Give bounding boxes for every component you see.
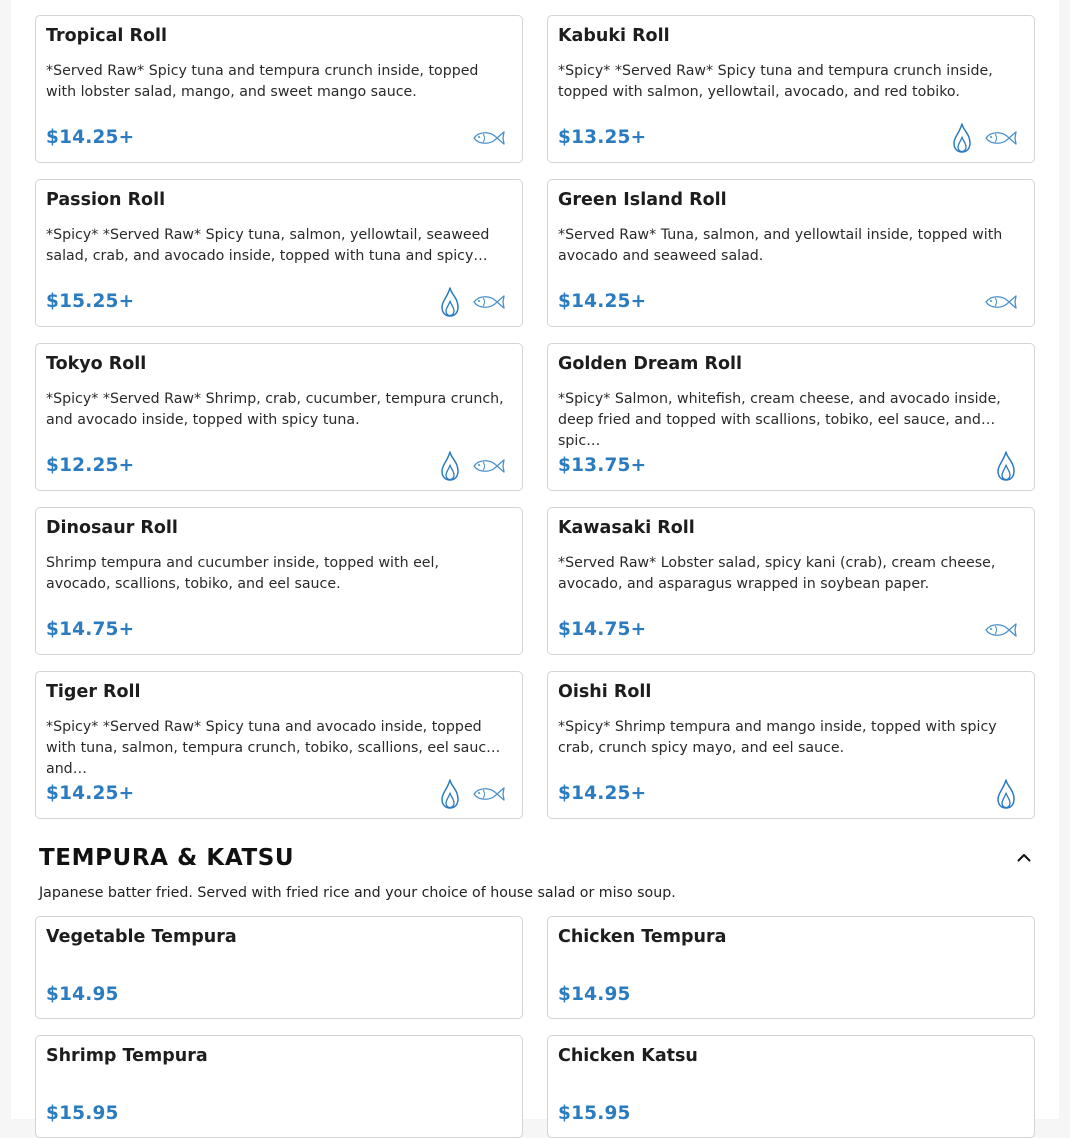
section-title: TEMPURA & KATSU: [39, 845, 295, 871]
item-name: Golden Dream Roll: [558, 354, 742, 374]
item-name: Kawasaki Roll: [558, 518, 695, 538]
item-description: *Spicy* *Served Raw* Shrimp, crab, cucumber, tempura crunch, and avocado inside, topped with spicy tuna.: [46, 391, 504, 428]
tempura-katsu-section-header: [39, 845, 1035, 901]
item-name: Vegetable Tempura: [46, 927, 237, 947]
menu-item-card[interactable]: [35, 507, 523, 655]
item-description: *Spicy* Shrimp tempura and mango inside, topped with spicy crab, crunch spicy mayo, and eel sauce.: [558, 719, 997, 756]
collapse-section-button[interactable]: [1013, 845, 1035, 867]
menu-item-card[interactable]: [35, 1035, 523, 1138]
specialty-rolls-grid: [35, 15, 1034, 819]
item-price: $14.95: [46, 984, 119, 1005]
chevron-up-icon: [1017, 847, 1031, 866]
item-price: $13.25+: [558, 127, 647, 148]
item-price: $15.95: [558, 1103, 631, 1124]
item-price: $14.75+: [46, 619, 135, 640]
fish-icon: [472, 293, 506, 311]
item-name: Green Island Roll: [558, 190, 727, 210]
item-icons: [472, 121, 506, 155]
item-price: $13.75+: [558, 455, 647, 476]
fish-icon: [984, 293, 1018, 311]
item-icons: [438, 777, 506, 811]
item-icons: [984, 285, 1018, 319]
item-description: Shrimp tempura and cucumber inside, topped with eel, avocado, scallions, tobiko, and eel sauce.: [46, 555, 439, 592]
item-name: Oishi Roll: [558, 682, 652, 702]
item-name: Kabuki Roll: [558, 26, 670, 46]
item-icons: [950, 121, 1018, 155]
menu-item-card[interactable]: [547, 507, 1035, 655]
menu-item-card[interactable]: [35, 671, 523, 819]
item-price: $14.95: [558, 984, 631, 1005]
fish-icon: [472, 785, 506, 803]
item-icons: [438, 285, 506, 319]
item-icons: [438, 449, 506, 483]
item-name: Shrimp Tempura: [46, 1046, 208, 1066]
flame-icon: [994, 778, 1018, 810]
item-price: $15.95: [46, 1103, 119, 1124]
flame-icon: [438, 778, 462, 810]
menu-item-card[interactable]: [547, 179, 1035, 327]
item-price: $14.25+: [558, 291, 647, 312]
item-name: Tropical Roll: [46, 26, 167, 46]
item-price: $14.25+: [46, 127, 135, 148]
item-icons: [994, 449, 1018, 483]
item-name: Passion Roll: [46, 190, 166, 210]
item-price: $14.25+: [558, 783, 647, 804]
flame-icon: [994, 450, 1018, 482]
item-name: Chicken Tempura: [558, 927, 727, 947]
menu-page: [11, 0, 1059, 1124]
tempura-katsu-grid: [35, 916, 1034, 1138]
item-description: *Spicy* *Served Raw* Spicy tuna and avocado inside, topped with tuna, salmon, tempura crunch, tobiko, scallions, eel sauce, and…: [46, 719, 500, 777]
item-price: $15.25+: [46, 291, 135, 312]
fish-icon: [984, 621, 1018, 639]
item-name: Tiger Roll: [46, 682, 141, 702]
item-icons: [984, 613, 1018, 647]
item-name: Tokyo Roll: [46, 354, 147, 374]
item-description: *Spicy* *Served Raw* Spicy tuna, salmon, yellowtail, seaweed salad, crab, and avocado inside, topped with tuna and spicy…: [46, 227, 490, 264]
menu-item-card[interactable]: [35, 916, 523, 1019]
menu-item-card[interactable]: [547, 916, 1035, 1019]
item-description: *Spicy* *Served Raw* Spicy tuna and tempura crunch inside, topped with salmon, yellowtail, avocado, and red tobiko.: [558, 63, 993, 100]
item-icons: [994, 777, 1018, 811]
menu-item-card[interactable]: [547, 671, 1035, 819]
flame-icon: [950, 122, 974, 154]
item-price: $14.75+: [558, 619, 647, 640]
item-description: *Served Raw* Tuna, salmon, and yellowtail inside, topped with avocado and seaweed salad.: [558, 227, 1003, 264]
item-price: $14.25+: [46, 783, 135, 804]
flame-icon: [438, 450, 462, 482]
fish-icon: [984, 129, 1018, 147]
item-description: *Served Raw* Lobster salad, spicy kani (crab), cream cheese, avocado, and asparagus wrapped in soybean paper.: [558, 555, 996, 592]
fish-icon: [472, 457, 506, 475]
menu-item-card[interactable]: [35, 15, 523, 163]
menu-item-card[interactable]: [35, 343, 523, 491]
menu-item-card[interactable]: [547, 343, 1035, 491]
item-price: $12.25+: [46, 455, 135, 476]
item-name: Dinosaur Roll: [46, 518, 178, 538]
section-description: Japanese batter fried. Served with fried rice and your choice of house salad or miso soup.: [39, 885, 676, 901]
item-description: *Spicy* Salmon, whitefish, cream cheese, and avocado inside, deep fried and topped with scallions, tobiko, eel sauce, and spic…: [558, 391, 1001, 449]
item-description: *Served Raw* Spicy tuna and tempura crunch inside, topped with lobster salad, mango, and sweet mango sauce.: [46, 63, 479, 100]
menu-item-card[interactable]: [547, 15, 1035, 163]
flame-icon: [438, 286, 462, 318]
fish-icon: [472, 129, 506, 147]
item-name: Chicken Katsu: [558, 1046, 698, 1066]
menu-item-card[interactable]: [35, 179, 523, 327]
menu-item-card[interactable]: [547, 1035, 1035, 1138]
